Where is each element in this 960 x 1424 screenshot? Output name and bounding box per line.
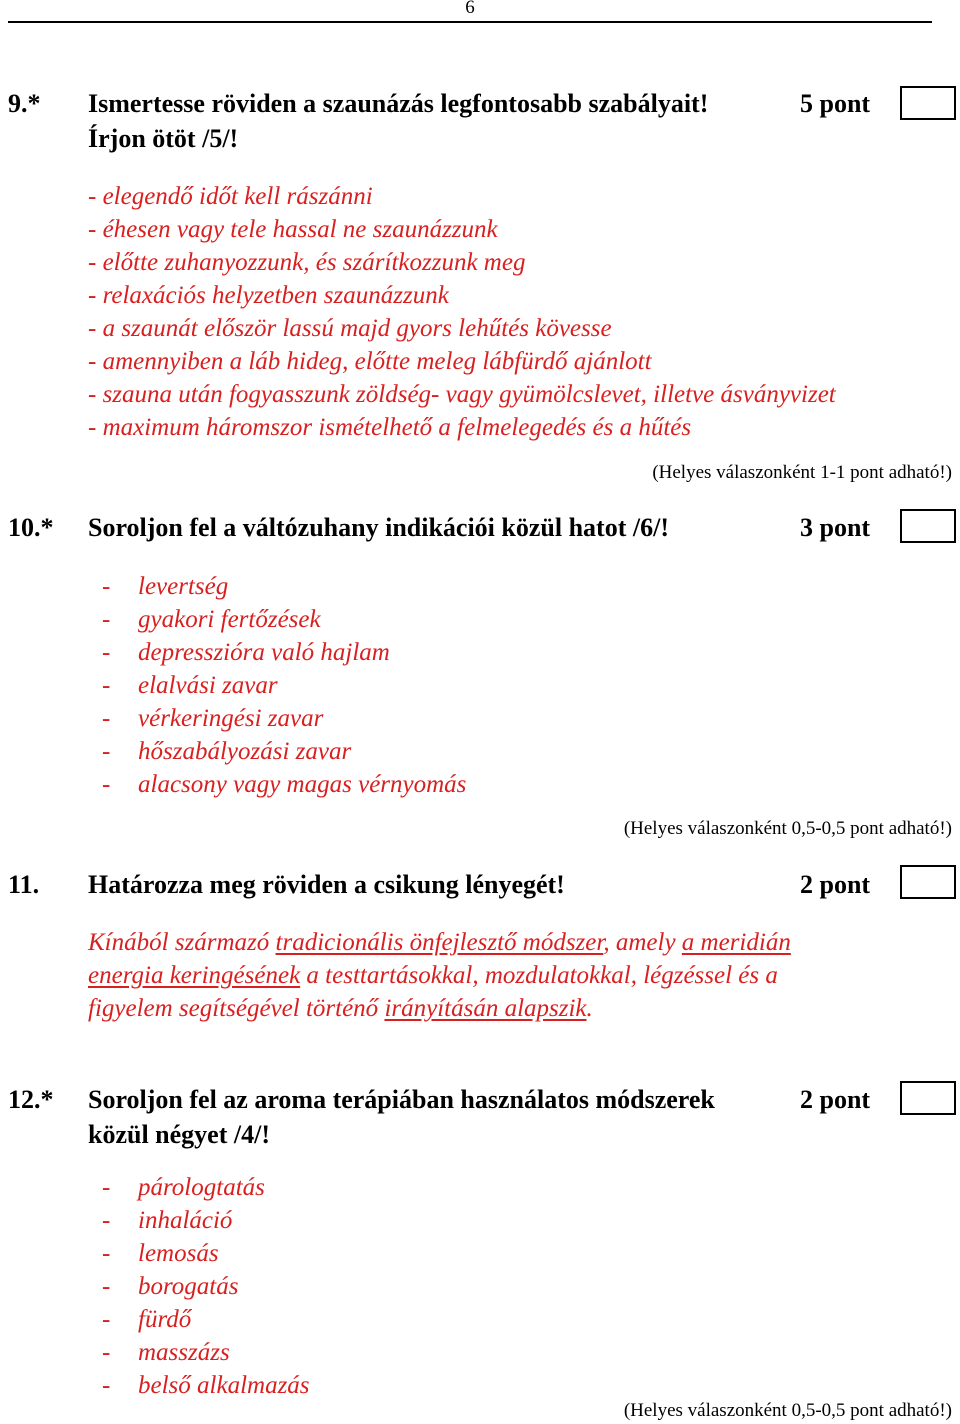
q10-scoring-note: (Helyes válaszonként 0,5-0,5 pont adható!) <box>623 818 952 839</box>
q10-dash-6: - <box>102 738 111 765</box>
q10-answer-2: gyakori fertőzések <box>138 606 321 633</box>
q12-question-line-2: közül négyet /4/! <box>88 1120 270 1149</box>
q11-answer-text: Kínából származó <box>88 929 276 956</box>
q11-answer-text: , amely <box>603 929 682 956</box>
q9-answer-2: - éhesen vagy tele hassal ne szaunázzunk <box>88 216 498 243</box>
q12-scoring-note: (Helyes válaszonként 0,5-0,5 pont adható!) <box>623 1400 952 1421</box>
q10-points: 3 pont <box>800 513 871 542</box>
q12-answer-5: fürdő <box>138 1306 192 1333</box>
q11-answer-text: figyelem segítségével történő <box>88 995 385 1022</box>
q9-answer-8: - maximum háromszor ismételhető a felmelegedés és a hűtés <box>88 414 692 441</box>
header-rule <box>8 21 932 23</box>
q12-answer-3: lemosás <box>138 1240 219 1267</box>
q10-answer-1: levertség <box>138 573 229 600</box>
q12-answer-7: belső alkalmazás <box>138 1372 310 1399</box>
q12-answer-4: borogatás <box>138 1273 239 1300</box>
q12-question-line-1: Soroljon fel az aroma terápiában használatos módszerek <box>88 1085 715 1114</box>
q10-dash-2: - <box>102 606 111 633</box>
q10-dash-1: - <box>102 573 111 600</box>
q12-dash-4: - <box>102 1273 111 1300</box>
q9-answer-6: - amennyiben a láb hideg, előtte meleg lábfürdő ajánlott <box>88 348 652 375</box>
q9-answer-4: - relaxációs helyzetben szaunázzunk <box>88 282 449 309</box>
q10-dash-3: - <box>102 639 111 666</box>
q12-dash-7: - <box>102 1372 111 1399</box>
q9-question-line-2: Írjon ötöt /5/! <box>88 124 239 153</box>
q12-answer-1: párologtatás <box>138 1174 265 1201</box>
page-number: 6 <box>465 0 475 18</box>
q9-answer-3: - előtte zuhanyozzunk, és szárítkozzunk meg <box>88 249 526 276</box>
q9-question-line-1: Ismertesse röviden a szaunázás legfontosabb szabályait! <box>88 89 709 118</box>
q9-score-box[interactable] <box>900 86 956 120</box>
q12-answer-6: masszázs <box>138 1339 230 1366</box>
q11-answer-line-2 <box>88 959 778 992</box>
q11-question-line-1: Határozza meg röviden a csikung lényegét! <box>88 870 565 899</box>
q11-answer-line-3 <box>88 992 593 1025</box>
q10-answer-4: elalvási zavar <box>138 672 278 699</box>
q9-answer-7: - szauna után fogyasszunk zöldség- vagy gyümölcslevet, illetve ásványvizet <box>88 381 836 408</box>
q11-number: 11. <box>8 870 40 899</box>
q10-score-box[interactable] <box>900 509 956 543</box>
q10-answer-6: hőszabályozási zavar <box>138 738 352 765</box>
q12-dash-5: - <box>102 1306 111 1333</box>
q11-answer-keyword: a meridián <box>681 929 791 956</box>
q10-dash-4: - <box>102 672 111 699</box>
q10-answer-7: alacsony vagy magas vérnyomás <box>138 771 467 798</box>
q12-dash-2: - <box>102 1207 111 1234</box>
q12-dash-6: - <box>102 1339 111 1366</box>
q11-answer-text: a testtartásokkal, mozdulatokkal, légzéssel és a <box>300 962 778 989</box>
q9-scoring-note: (Helyes válaszonként 1-1 pont adható!) <box>652 462 952 483</box>
q11-answer-keyword: tradicionális önfejlesztő módszer <box>275 929 604 956</box>
q12-dash-3: - <box>102 1240 111 1267</box>
q11-answer-text: . <box>586 995 593 1022</box>
q10-dash-7: - <box>102 771 111 798</box>
q9-answer-1: - elegendő időt kell rászánni <box>88 183 373 210</box>
q12-dash-1: - <box>102 1174 111 1201</box>
q9-number: 9.* <box>8 89 41 118</box>
q10-dash-5: - <box>102 705 111 732</box>
q12-score-box[interactable] <box>900 1081 956 1115</box>
q10-answer-5: vérkeringési zavar <box>138 705 324 732</box>
q10-question-line-1: Soroljon fel a váltózuhany indikációi közül hatot /6/! <box>88 513 669 542</box>
q10-answer-3: depresszióra való hajlam <box>138 639 390 666</box>
q11-answer-line-1 <box>88 926 791 959</box>
q12-answer-2: inhaláció <box>138 1207 233 1234</box>
q9-answer-5: - a szaunát először lassú majd gyors lehűtés kövesse <box>88 315 612 342</box>
q11-answer-keyword: energia keringésének <box>88 962 301 989</box>
q9-points: 5 pont <box>800 89 871 118</box>
q11-score-box[interactable] <box>900 865 956 899</box>
q11-answer-keyword: irányításán alapszik <box>384 995 587 1022</box>
q12-number: 12.* <box>8 1085 54 1114</box>
q12-points: 2 pont <box>800 1085 871 1114</box>
q11-points: 2 pont <box>800 870 871 899</box>
q10-number: 10.* <box>8 513 54 542</box>
